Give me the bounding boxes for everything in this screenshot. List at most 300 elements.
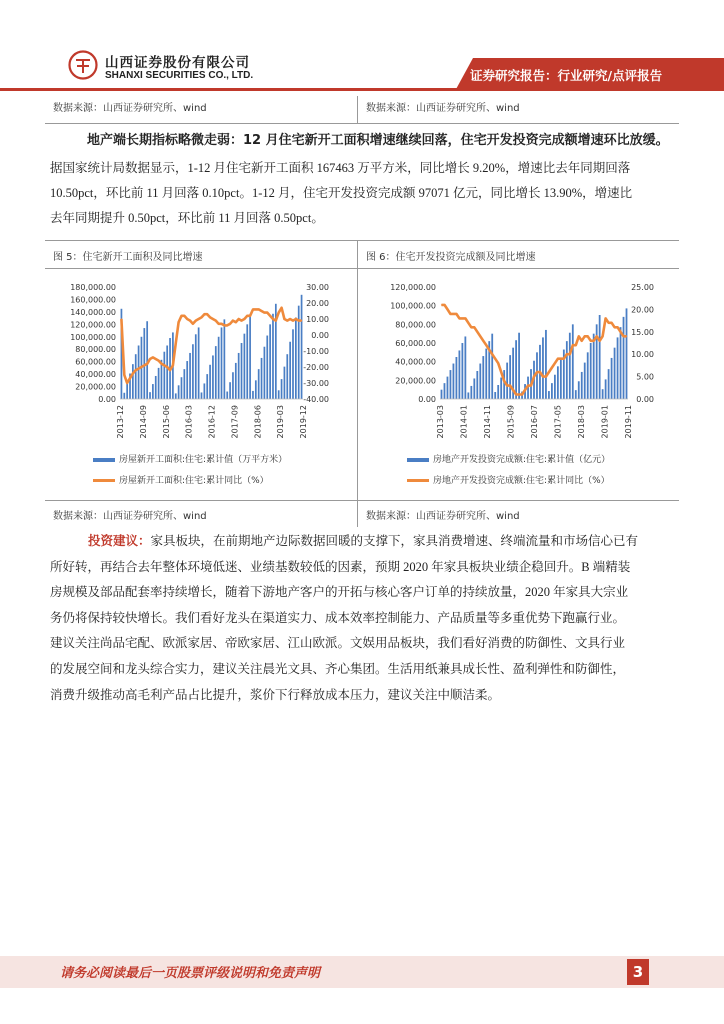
line-point <box>566 354 567 355</box>
line-point <box>513 389 514 390</box>
line-point <box>290 318 291 319</box>
bar <box>602 389 604 399</box>
bar <box>149 392 151 399</box>
y-left-tick-label: 0.00 <box>418 395 436 404</box>
company-name-cn: 山西证券股份有限公司 <box>105 55 250 71</box>
line-point <box>278 312 279 313</box>
x-tick-label: 2019-11 <box>624 405 633 439</box>
line-point <box>569 354 570 355</box>
line-point <box>441 304 442 305</box>
x-tick-label: 2017-09 <box>230 405 240 439</box>
line-point <box>218 323 219 324</box>
paragraph-line: 所好转，再结合去年整体环境低迷、业绩基数较低的因素，预期 2020 年家具板块业绩企稳回升。B 端精装 <box>50 559 631 574</box>
line-point <box>507 385 508 386</box>
bar <box>166 345 168 399</box>
bar <box>560 358 562 399</box>
bar <box>444 383 446 399</box>
x-tick-label: 2016-12 <box>207 405 217 439</box>
y-left-tick-label: 100,000.00 <box>70 332 116 342</box>
y-left-tick-label: 20,000.00 <box>75 382 116 392</box>
figure-5-legend-line <box>93 473 269 486</box>
line-point <box>292 320 293 321</box>
line-point <box>270 315 271 316</box>
bar <box>608 369 610 399</box>
bar <box>545 330 547 399</box>
bar <box>479 364 481 399</box>
line-point <box>557 358 558 359</box>
line-point <box>489 349 490 350</box>
y-right-tick-label: 30.00 <box>306 283 329 292</box>
bar <box>557 366 559 399</box>
x-tick-label: 2019-01 <box>600 405 610 439</box>
bar <box>224 319 226 399</box>
bar <box>158 368 160 399</box>
line-point <box>605 318 606 319</box>
line-point <box>447 309 448 310</box>
bar <box>470 386 472 399</box>
bar <box>203 383 205 399</box>
paragraph-line: 房规模及部品配套率持续增长，随着下游地产客户的开拓与核心客户订单的持续放量，2020 年家具大宗业 <box>50 585 629 600</box>
line-point <box>192 323 193 324</box>
line-point <box>548 372 549 373</box>
line-point <box>229 323 230 324</box>
line-point <box>207 314 208 315</box>
line-point <box>275 320 276 321</box>
y-right-tick-label: 25.00 <box>631 283 654 292</box>
y-right-tick-label: 20.00 <box>306 299 329 308</box>
bar <box>453 364 455 399</box>
line-point <box>298 320 299 321</box>
line-point <box>167 366 168 367</box>
line-point <box>563 358 564 359</box>
line-point <box>459 318 460 319</box>
line-point <box>224 325 225 326</box>
bar <box>500 378 502 399</box>
y-left-tick-label: 100,000.00 <box>390 301 436 311</box>
y-left-tick-label: 80,000.00 <box>395 320 436 330</box>
bar <box>286 354 288 399</box>
paragraph-line: 消费升级推动高毛利产品占比提升，浆价下行释放成本压力，建议关注中顺洁柔。 <box>50 687 501 702</box>
line-point <box>261 310 262 311</box>
line-point <box>212 318 213 319</box>
line-point <box>477 331 478 332</box>
y-right-tick-label: -10.00 <box>303 347 329 356</box>
line-point <box>581 340 582 341</box>
bar <box>497 385 499 399</box>
line-point <box>444 304 445 305</box>
y-left-tick-label: 120,000.00 <box>390 283 436 292</box>
line-point <box>495 358 496 359</box>
legend-label: 房屋新开工面积:住宅:累计同比（%） <box>119 476 269 486</box>
bar <box>249 315 251 399</box>
line-point <box>172 365 173 366</box>
y-right-tick-label: 10.00 <box>306 315 329 324</box>
line-point <box>504 380 505 381</box>
line-point <box>524 389 525 390</box>
y-right-tick-label: -40.00 <box>303 395 329 404</box>
source-note-left: 数据来源：山西证券研究所、wind <box>53 103 207 114</box>
bar <box>599 315 601 399</box>
x-tick-label: 2016-07 <box>530 405 539 439</box>
line-point <box>221 323 222 324</box>
y-right-tick-label: 10.00 <box>631 350 654 360</box>
line-point <box>178 322 179 323</box>
report-type-label: 证券研究报告：行业研究/点评报告 <box>470 68 663 83</box>
y-left-tick-label: 20,000.00 <box>395 376 436 386</box>
line-point <box>241 320 242 321</box>
bar <box>221 327 223 399</box>
line-point <box>527 385 528 386</box>
legend-bar-swatch <box>407 458 429 462</box>
line-point <box>510 385 511 386</box>
bar <box>135 354 137 399</box>
line-point <box>483 340 484 341</box>
bar <box>229 382 231 399</box>
bar <box>186 361 188 399</box>
paragraph-line: 务仍将保持较快增长。我们看好龙头在渠道实力、成本效率控制能力、产品质量等多重优势下跑赢行业。 <box>50 610 626 625</box>
bar <box>255 380 257 399</box>
bar <box>447 377 449 399</box>
line-point <box>542 376 543 377</box>
line-point <box>121 318 122 319</box>
line-point <box>468 322 469 323</box>
line-point <box>599 340 600 341</box>
legend-label: 房屋新开工面积:住宅:累计值（万平方米） <box>119 455 288 465</box>
line-point <box>144 365 145 366</box>
bar <box>503 370 505 399</box>
line-point <box>149 358 150 359</box>
line-point <box>264 312 265 313</box>
paragraph-line: 建议关注尚品宅配、欧派家居、帝欧家居、江山欧派。文娱用品板块，我们看好消费的防御性、文具行业 <box>50 636 626 651</box>
bar <box>623 317 625 399</box>
x-tick-label: 2018-06 <box>253 405 263 439</box>
line-point <box>498 363 499 364</box>
line-point <box>608 322 609 323</box>
bar <box>605 379 607 399</box>
bar <box>611 358 613 399</box>
line-point <box>465 318 466 319</box>
investment-first-line: 家具板块，在前期地产边际数据回暖的支撑下，家具消费增速、终端流量和市场信心已有 <box>150 534 639 548</box>
line-point <box>462 318 463 319</box>
line-point <box>471 327 472 328</box>
line-point <box>155 358 156 359</box>
bar <box>266 336 268 399</box>
figure-table <box>45 240 679 527</box>
line-point <box>258 309 259 310</box>
paragraph-line <box>50 529 674 555</box>
line-point <box>238 318 239 319</box>
line-point <box>539 372 540 373</box>
line-point <box>204 314 205 315</box>
legend-line-swatch <box>407 479 429 482</box>
top-source-row <box>45 96 679 124</box>
line-point <box>189 320 190 321</box>
y-right-tick-label: 0.00 <box>311 331 329 340</box>
y-right-tick-label: -20.00 <box>303 363 329 372</box>
line-point <box>209 317 210 318</box>
figure-6-legend-bar <box>407 452 610 465</box>
bar <box>491 334 493 399</box>
table-border <box>45 500 679 501</box>
bar <box>301 295 303 399</box>
bar <box>578 381 580 399</box>
line-point <box>232 320 233 321</box>
bar <box>175 393 177 399</box>
line-point <box>554 363 555 364</box>
line-point <box>572 345 573 346</box>
x-tick-label: 2019-12 <box>299 405 308 439</box>
bar <box>218 337 220 399</box>
figure-5-legend-bar <box>93 452 287 465</box>
line-point <box>456 313 457 314</box>
line-point <box>486 345 487 346</box>
investment-paragraph <box>50 529 674 708</box>
bar <box>587 352 589 399</box>
bar <box>132 364 134 399</box>
section-heading: 地产端长期指标略微走弱：12 月住宅新开工面积增速继续回落，住宅开发投资完成额增速环比放缓。 <box>87 133 669 148</box>
y-right-tick-label: -30.00 <box>303 379 329 388</box>
line-point <box>250 315 251 316</box>
bar <box>246 324 248 399</box>
bar <box>163 352 165 399</box>
bar <box>138 345 140 399</box>
header-divider <box>0 88 724 91</box>
bar <box>189 353 191 399</box>
bar <box>450 370 452 399</box>
line-point <box>623 336 624 337</box>
line-point <box>252 309 253 310</box>
line-point <box>584 336 585 337</box>
line-point <box>450 313 451 314</box>
bar <box>554 375 556 399</box>
line-point <box>195 320 196 321</box>
line-point <box>551 367 552 368</box>
x-tick-label: 2014-09 <box>138 405 148 439</box>
bar <box>461 343 463 399</box>
line-point <box>227 325 228 326</box>
line-point <box>492 354 493 355</box>
bar <box>542 337 544 399</box>
line-point <box>626 336 627 337</box>
y-left-tick-label: 80,000.00 <box>75 345 116 355</box>
paragraph-line: 据国家统计局数据显示，1-12 月住宅新开工面积 167463 万平方米，同比增长 9.20%，增速比去年同期回落 <box>50 161 631 175</box>
line-point <box>620 331 621 332</box>
bar <box>181 377 183 399</box>
bar <box>206 374 208 399</box>
bar <box>593 334 595 399</box>
line-point <box>124 374 125 375</box>
figure-5-chart <box>45 268 357 448</box>
bar <box>195 334 197 399</box>
bar <box>590 343 592 399</box>
line-point <box>138 368 139 369</box>
bar <box>575 390 577 399</box>
bar <box>272 314 274 399</box>
y-right-tick-label: 15.00 <box>631 327 654 337</box>
line-point <box>272 318 273 319</box>
column-divider <box>357 96 358 124</box>
source-note-right: 数据来源：山西证券研究所、wind <box>366 103 520 114</box>
y-left-tick-label: 40,000.00 <box>395 357 436 367</box>
line-point <box>533 376 534 377</box>
line-point <box>587 336 588 337</box>
bar <box>569 333 571 399</box>
line-point <box>198 318 199 319</box>
line-point <box>501 372 502 373</box>
line-point <box>560 358 561 359</box>
legend-label: 房地产开发投资完成额:住宅:累计值（亿元） <box>433 455 611 465</box>
x-tick-label: 2013-12 <box>116 405 125 439</box>
bar <box>278 390 280 399</box>
x-tick-label: 2014-01 <box>459 405 469 439</box>
y-left-tick-label: 40,000.00 <box>75 370 116 380</box>
paragraph-line: 去年同期提升 0.50pct，环比前 11 月回落 0.50pct。 <box>50 211 324 225</box>
bar <box>509 355 511 399</box>
bar <box>143 328 145 399</box>
line-point <box>244 318 245 319</box>
bar <box>506 363 508 399</box>
line-point <box>184 315 185 316</box>
page-header <box>0 0 724 95</box>
bar <box>146 321 148 399</box>
bar <box>215 346 217 399</box>
bar <box>482 356 484 399</box>
section-paragraph <box>50 156 672 231</box>
line-point <box>575 345 576 346</box>
line-point <box>247 315 248 316</box>
line-point <box>235 322 236 323</box>
bar <box>441 390 443 399</box>
bar <box>518 333 520 399</box>
bar <box>515 340 517 399</box>
bar <box>494 392 496 399</box>
y-left-tick-label: 140,000.00 <box>70 307 116 317</box>
y-right-tick-label: 0.00 <box>636 395 654 404</box>
bar <box>566 341 568 399</box>
line-point <box>590 340 591 341</box>
line-point <box>453 313 454 314</box>
line-point <box>301 320 302 321</box>
line-point <box>161 363 162 364</box>
investment-keyword: 投资建议： <box>88 534 151 548</box>
bar <box>456 357 458 399</box>
bar <box>281 379 283 399</box>
x-tick-label: 2016-03 <box>184 405 194 439</box>
line-point <box>201 317 202 318</box>
bar <box>152 384 154 399</box>
line-point <box>267 312 268 313</box>
line-point <box>127 382 128 383</box>
line-point <box>175 342 176 343</box>
table-border <box>45 240 679 241</box>
bar <box>241 343 243 399</box>
line-point <box>152 357 153 358</box>
line-point <box>295 318 296 319</box>
line-point <box>215 320 216 321</box>
line-point <box>187 318 188 319</box>
line-point <box>147 363 148 364</box>
line-point <box>281 307 282 308</box>
bar <box>284 367 286 399</box>
line-point <box>287 320 288 321</box>
bar <box>459 350 461 399</box>
line-point <box>129 378 130 379</box>
line-point <box>596 336 597 337</box>
bar <box>292 329 294 399</box>
bar <box>551 383 553 399</box>
bar <box>485 349 487 399</box>
bar <box>192 344 194 399</box>
x-tick-label: 2017-05 <box>553 405 563 439</box>
company-name-en: SHANXI SECURITIES CO., LTD. <box>105 70 254 81</box>
line-point <box>617 327 618 328</box>
line-point <box>536 372 537 373</box>
line-point <box>474 327 475 328</box>
y-left-tick-label: 0.00 <box>98 395 116 404</box>
bar <box>161 360 163 399</box>
bar <box>235 363 237 399</box>
line-point <box>614 327 615 328</box>
y-right-tick-label: 5.00 <box>636 372 654 382</box>
x-tick-label: 2015-09 <box>506 405 516 439</box>
line-point <box>480 336 481 337</box>
bar <box>252 391 254 399</box>
figure-6-chart <box>358 268 679 448</box>
y-left-tick-label: 60,000.00 <box>75 357 116 367</box>
line-point <box>135 370 136 371</box>
bar <box>614 348 616 399</box>
x-tick-label: 2013-03 <box>436 405 445 439</box>
bar <box>183 369 185 399</box>
x-tick-label: 2015-06 <box>161 405 171 439</box>
line-point <box>545 376 546 377</box>
x-tick-label: 2019-03 <box>276 405 286 439</box>
line-point <box>132 373 133 374</box>
bar <box>258 369 260 399</box>
company-logo-icon <box>68 50 98 80</box>
bar <box>620 327 622 399</box>
x-tick-label: 2018-03 <box>577 405 586 439</box>
y-right-tick-label: 20.00 <box>631 305 654 315</box>
legend-label: 房地产开发投资完成额:住宅:累计同比（%） <box>433 476 610 486</box>
bar <box>626 308 628 399</box>
line-point <box>141 366 142 367</box>
bar <box>123 393 125 399</box>
bar <box>289 342 291 399</box>
bar <box>476 371 478 399</box>
figure-5-title: 图 5：住宅新开工面积及同比增速 <box>53 252 203 263</box>
bar <box>264 347 266 399</box>
bar <box>584 363 586 399</box>
figure-5-source: 数据来源：山西证券研究所、wind <box>53 511 207 522</box>
bar <box>536 352 538 399</box>
line-point <box>255 309 256 310</box>
bar <box>226 392 228 399</box>
legend-line-swatch <box>93 479 115 482</box>
line-point <box>578 336 579 337</box>
line-point <box>169 370 170 371</box>
y-left-tick-label: 60,000.00 <box>395 339 436 348</box>
bar <box>155 376 157 399</box>
y-left-tick-label: 180,000.00 <box>70 283 116 292</box>
line-point <box>158 360 159 361</box>
bar <box>244 334 246 399</box>
bar <box>201 392 203 399</box>
bar <box>212 355 214 399</box>
y-left-tick-label: 160,000.00 <box>70 295 116 305</box>
line-point <box>611 322 612 323</box>
disclaimer-note: 请务必阅读最后一页股票评级说明和免责声明 <box>60 966 321 981</box>
